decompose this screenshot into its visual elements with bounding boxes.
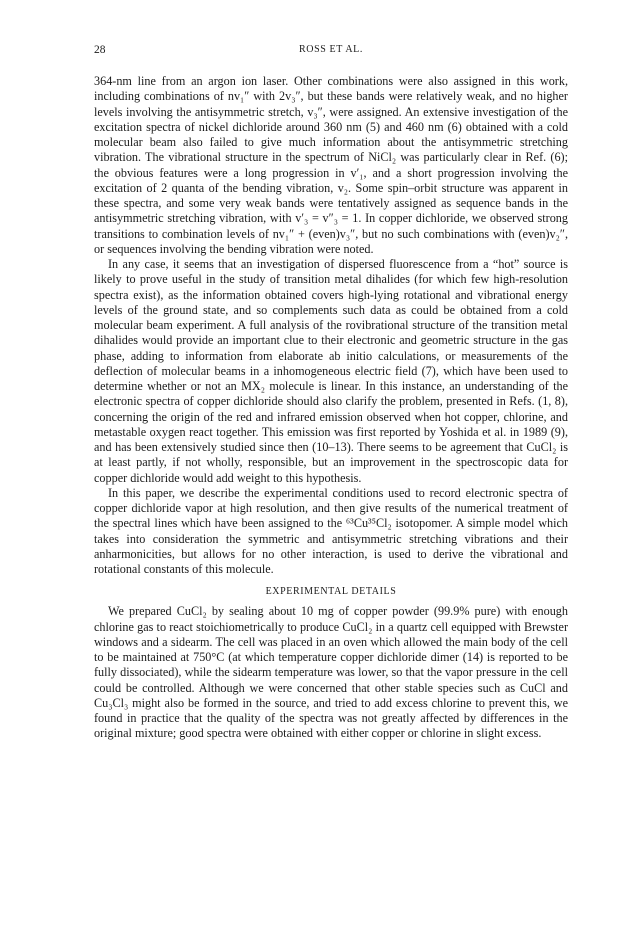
page-number: 28 [94, 44, 106, 56]
running-head: ROSS ET AL. [299, 44, 363, 55]
paragraph-experimental: We prepared CuCl₂ by sealing about 10 mg of copper powder (99.9% pure) with enough chlorine gas to react stoichiometrically to produce CuCl₂ in a quartz cell equipped with Brewster windows and a sidearm. The cell was placed in an oven which allowed the main body of the cell to be maintained at 750°C (at which temperature copper dichloride dimer (14) is reported to be fully dissociated), while the sidearm temperature was lower, so that the vapor pressure in the cell could be controlled. Although we were concerned that other stable species such as CuCl and Cu₃Cl₃ might also be formed in the source, and tried to add excess chlorine to prevent this, we found in practice that the quality of the spectra was not greatly affected by differences in the original mixture; good spectra were obtained with either copper or chlorine in slight excess. [94, 604, 568, 741]
article-body [94, 74, 568, 742]
paragraph-this-paper: In this paper, we describe the experimental conditions used to record electronic spectra of copper dichloride vapor at high resolution, and then give results of the numerical treatment of the spectral lines which have been assigned to the ⁶³Cu³⁵Cl₂ isotopomer. A simple model which takes into consideration the symmetric and antisymmetric stretching vibrations and their anharmonicities, but allows for no other interaction, is used to derive the vibrational and rotational constants of this molecule. [94, 485, 568, 576]
section-heading: EXPERIMENTAL DETAILS [265, 586, 397, 598]
paragraph-hot-source: In any case, it seems that an investigation of dispersed fluorescence from a “hot” source is likely to prove useful in the study of transition metal dihalides (for which few high-resolution spectra exist), as the information obtained covers high-lying rotational and vibrational energy levels of the ground state, and so complements such data as could be obtained from a cold molecular beam experiment. A full analysis of the rovibrational structure of the transition metal dihalides would provide an important clue to their electronic and geometric structure in the gas phase, adding to information from elaborate ab initio calculations, or measurements of the deflection of molecular beams in a inhomogeneous electric field (7), which have been used to determine whether or not an MX₂ molecule is linear. In this instance, an understanding of the electronic spectra of copper dichloride should also clarify the problem, presented in Refs. (1, 8), concerning the origin of the red and infrared emission observed when hot copper, chlorine, and metastable oxygen react together. This emission was first reported by Yoshida et al. in 1989 (9), and has been extensively studied since then (10–13). There seems to be agreement that CuCl₂ is at least partly, if not wholly, responsible, but an improvement in the spectroscopic data for copper dichloride would add weight to this hypothesis. [94, 257, 568, 485]
page-header [94, 44, 568, 60]
paragraph-continuation: 364-nm line from an argon ion laser. Other combinations were also assigned in this work, including combinations of nv₁″ with 2v₃″, but these bands were relatively weak, and no higher levels involving the antisymmetric stretch, v₃″, were assigned. An extensive investigation of the excitation spectra of nickel dichloride around 360 nm (5) and 460 nm (6) obtained with a cold molecular beam also failed to give much information about the antisymmetric stretching vibration. The vibrational structure in the spectrum of NiCl₂ was particularly clear in Ref. (6); the obvious features were a long progression in v′₁, and a short progression involving the excitation of 2 quanta of the bending vibration, v₂. Some spin–orbit structure was apparent in these spectra, and some very weak bands were tentatively assigned as sequence bands in the antisymmetric stretching vibration, with v′₃ = v″₃ = 1. In copper dichloride, we observed strong transitions to combination levels of nv₁″ + (even)v₃″, but no such combinations with (even)v₂″, or sequences involving the bending vibration were noted. [94, 74, 568, 256]
